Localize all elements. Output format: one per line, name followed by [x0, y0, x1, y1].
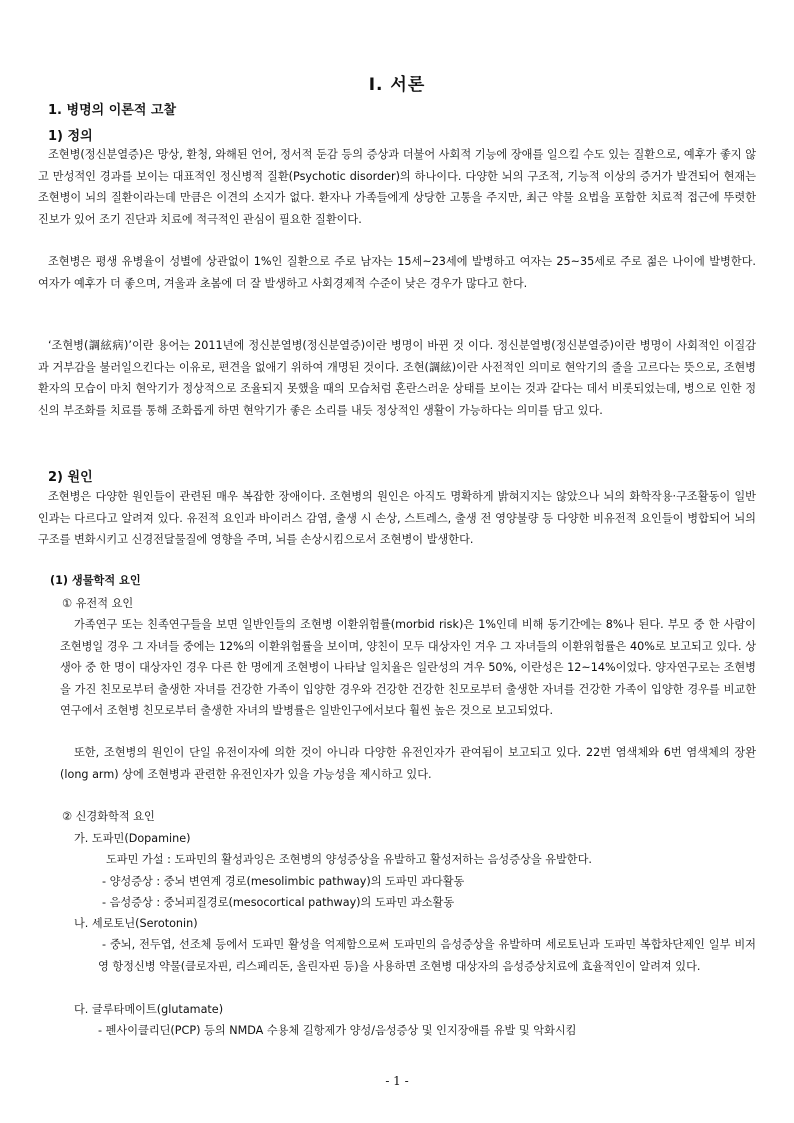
section-heading-theory: 1. 병명의 이론적 고찰: [48, 103, 177, 118]
subsection-heading-definition: 1) 정의: [48, 129, 93, 144]
heading-serotonin: 나. 세로토닌(Serotonin): [74, 917, 198, 930]
dopamine-positive-symptoms: - 양성증상 : 중뇌 변연계 경로(mesolimbic pathway)의 도파민 과다활동: [102, 875, 465, 888]
genetic-paragraph-2: 또한, 조현병의 원인이 단일 유전이자에 의한 것이 아니라 다양한 유전인자가 관여됨이 보고되고 있다. 22번 염색체와 6번 염색체의 장완(long arm) 상에 조현병과 관련한 유전인자가 있을 가능성을 제시하고 있다.: [60, 746, 756, 781]
definition-paragraph-1: 조현병(정신분열증)은 망상, 환청, 와해된 언어, 정서적 둔감 등의 증상과 더불어 사회적 기능에 장애를 일으킬 수도 있는 질환으로, 예후가 좋지 않고 만성적인 경과를 보이는 대표적인 정신병적 질환(Psychotic disorder)의 하나이다. 다양한 뇌의 구조적, 기능적 이상의 증거가 발견되어 현재는 조현병이 뇌의 질환이라는데 만큼은 이견의 소지가 없다. 환자나 가족들에게 상당한 고통을 주지만, 최근 약물 요법을 포함한 치료적 접근에 뚜렷한 진보가 있어 조기 진단과 치료에 적극적인 관심이 필요한 질환이다.: [38, 148, 756, 226]
dopamine-hypothesis: 도파민 가설 : 도파민의 활성과잉은 조현병의 양성증상을 유발하고 활성저하는 음성증상을 유발한다.: [106, 853, 592, 866]
genetic-paragraph-1: 가족연구 또는 친족연구들을 보면 일반인들의 조현병 이환위험률(morbid risk)은 1%인데 비해 동기간에는 8%나 된다. 부모 중 한 사람이 조현병일 경우 그 자녀들 중에는 12%의 이환위험률을 보이며, 양친이 모두 대상자인 겨우 그 자녀들의 이환위험률은 40%로 보고되고 있다. 상 생아 중 한 명이 대상자인 경우 다른 한 명에게 조현병이 나타날 일치율은 일란성의 겨우 50%, 이란성은 12~14%이었다. 양자연구로는 조현병을 가진 친모로부터 출생한 자녀를 건강한 가족이 입양한 경우와 건강한 건강한 친모로부터 출생한 자녀를 건강한 가족이 입양한 경우를 비교한 연구에서 조현병 친모로부터 출생한 자녀의 발병률은 일반인구에서보다 훨씬 높은 것으로 보고되었다.: [60, 618, 756, 717]
document-title: Ⅰ. 서론: [368, 75, 426, 95]
definition-paragraph-3: ‘조현병(調絃病)’이란 용어는 2011년에 정신분열병(정신분열증)이란 병명이 바뀐 것 이다. 정신분열병(정신분열증)이란 병명이 사회적인 이질감과 거부감을 불러일으킨다는 이유로, 편견을 없애기 위하여 개명된 것이다. 조현(調絃)이란 사전적인 의미로 현악기의 줄을 고르다는 뜻으로, 조현병 환자의 모습이 마치 현악기가 정상적으로 조율되지 못했을 때의 모습처럼 혼란스러운 상태를 보이는 것과 같다는 데서 비롯되었는데, 병으로 인한 정신의 부조화를 치료를 통해 조화롭게 하면 현악기가 좋은 소리를 내듯 정상적인 생활이 가능하다는 의미를 담고 있다.: [38, 339, 756, 417]
cause-paragraph-1: 조현병은 다양한 원인들이 관련된 매우 복잡한 장애이다. 조현병의 원인은 아직도 명확하게 밝혀지지는 않았으나 뇌의 화학작용·구조활동이 일반인과는 다르다고 알려져 있다. 유전적 요인과 바이러스 감염, 출생 시 손상, 스트레스, 출생 전 영양불량 등 다양한 비유전적 요인들이 병합되어 뇌의 구조를 변화시키고 신경전달물질에 영향을 주며, 뇌를 손상시킴으로서 조현병이 발생한다.: [38, 490, 756, 546]
serotonin-paragraph: - 중뇌, 전두엽, 선조체 등에서 도파민 활성을 억제함으로써 도파민의 음성증상을 유발하며 세로토닌과 도파민 복합차단제인 일부 비저영 항정신병 약물(클로자핀, 리스페리돈, 올린자핀 등)을 사용하면 조현병 대상자의 음성증상치료에 효율적인이 알려져 있다.: [98, 938, 756, 973]
glutamate-paragraph: - 펜사이클리딘(PCP) 등의 NMDA 수용체 길항제가 양성/음성증상 및 인지장애를 유발 및 악화시킴: [98, 1024, 577, 1037]
heading-glutamate: 다. 글루타메이트(glutamate): [74, 1003, 224, 1016]
dopamine-negative-symptoms: - 음성증상 : 중뇌피질경로(mesocortical pathway)의 도파민 과소활동: [102, 896, 455, 909]
page-number: - 1 -: [385, 1074, 409, 1088]
heading-neurochemical-factors: ② 신경화학적 요인: [62, 810, 155, 823]
heading-genetic-factors: ① 유전적 요인: [62, 597, 134, 610]
heading-dopamine: 가. 도파민(Dopamine): [74, 832, 191, 845]
heading-biological-factors: (1) 생물학적 요인: [50, 574, 141, 587]
definition-paragraph-2: 조현병은 평생 유병율이 성별에 상관없이 1%인 질환으로 주로 남자는 15세~23세에 발병하고 여자는 25~35세로 주로 젊은 나이에 발병한다. 여자가 예후가 더 좋으며, 겨울과 초봄에 더 잘 발생하고 사회경제적 수준이 낮은 경우가 많다고 한다.: [38, 255, 756, 290]
subsection-heading-cause: 2) 원인: [48, 470, 93, 485]
